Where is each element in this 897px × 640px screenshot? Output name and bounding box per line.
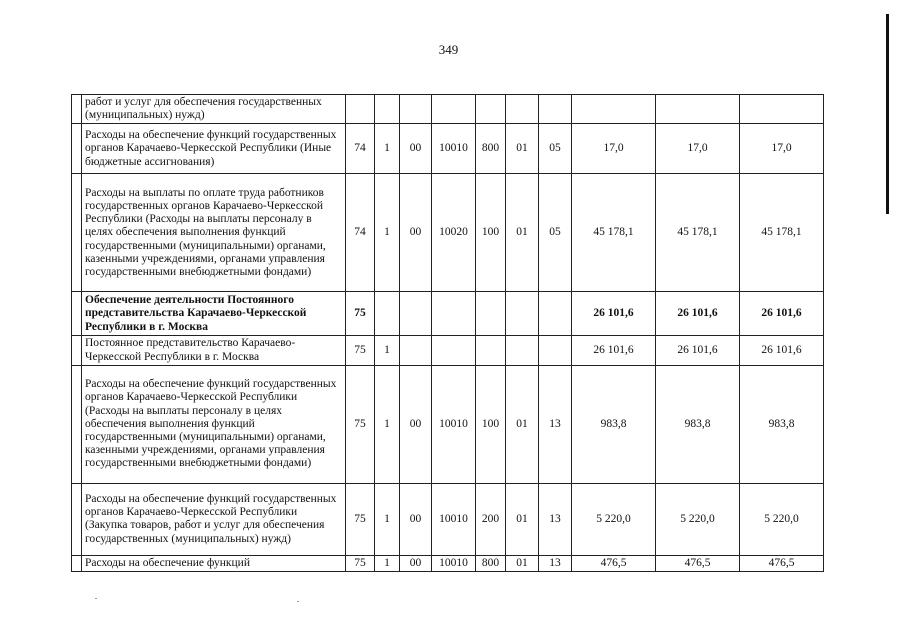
code-ministry-cell: 74 xyxy=(346,124,375,174)
amount-year2-cell: 45 178,1 xyxy=(656,174,740,292)
amount-year1-cell: 17,0 xyxy=(572,124,656,174)
amount-year1-cell xyxy=(572,95,656,124)
amount-year3-cell: 45 178,1 xyxy=(740,174,824,292)
code-expense-type-cell: 800 xyxy=(476,124,506,174)
amount-year1-cell: 45 178,1 xyxy=(572,174,656,292)
code-section-cell: 01 xyxy=(506,555,539,571)
amount-year1-cell: 26 101,6 xyxy=(572,336,656,365)
code-ministry-cell: 75 xyxy=(346,336,375,365)
code-subprogram-cell xyxy=(400,336,432,365)
row-marker-cell xyxy=(72,95,82,124)
budget-table xyxy=(71,94,824,572)
code-section-cell: 01 xyxy=(506,124,539,174)
table-row xyxy=(72,483,824,555)
code-direction-cell xyxy=(432,95,476,124)
code-subprogram-cell: 00 xyxy=(400,365,432,483)
code-direction-cell xyxy=(432,336,476,365)
code-subsection-cell: 13 xyxy=(539,365,572,483)
code-program-cell xyxy=(375,292,400,336)
code-subprogram-cell: 00 xyxy=(400,174,432,292)
code-expense-type-cell: 100 xyxy=(476,174,506,292)
amount-year3-cell: 476,5 xyxy=(740,555,824,571)
code-subsection-cell: 05 xyxy=(539,174,572,292)
row-marker-cell xyxy=(72,555,82,571)
amount-year2-cell: 17,0 xyxy=(656,124,740,174)
code-ministry-cell: 75 xyxy=(346,483,375,555)
code-ministry-cell: 75 xyxy=(346,292,375,336)
code-expense-type-cell xyxy=(476,95,506,124)
code-subsection-cell: 05 xyxy=(539,124,572,174)
code-subprogram-cell: 00 xyxy=(400,555,432,571)
code-program-cell xyxy=(375,95,400,124)
amount-year3-cell: 5 220,0 xyxy=(740,483,824,555)
row-name-cell: Расходы на обеспечение функций государственных органов Карачаево-Черкесской Республики (Иные бюджетные ассигнования) xyxy=(82,124,346,174)
row-marker-cell xyxy=(72,124,82,174)
code-section-cell: 01 xyxy=(506,483,539,555)
code-subsection-cell xyxy=(539,95,572,124)
amount-year3-cell xyxy=(740,95,824,124)
code-section-cell xyxy=(506,336,539,365)
code-program-cell: 1 xyxy=(375,555,400,571)
code-direction-cell: 10010 xyxy=(432,483,476,555)
row-marker-cell xyxy=(72,174,82,292)
code-ministry-cell: 75 xyxy=(346,365,375,483)
code-section-cell xyxy=(506,95,539,124)
row-marker-cell xyxy=(72,336,82,365)
code-direction-cell xyxy=(432,292,476,336)
code-section-cell: 01 xyxy=(506,174,539,292)
row-name-cell: Расходы на обеспечение функций государственных органов Карачаево-Черкесской Республики (Закупка товаров, работ и услуг для обеспечения государственных (муниципальных) нужд) xyxy=(82,483,346,555)
page-number: 349 xyxy=(438,42,459,57)
row-name-cell: работ и услуг для обеспечения государственных (муниципальных) нужд) xyxy=(82,95,346,124)
row-marker-cell xyxy=(72,483,82,555)
code-subsection-cell: 13 xyxy=(539,483,572,555)
code-subsection-cell: 13 xyxy=(539,555,572,571)
code-subprogram-cell: 00 xyxy=(400,124,432,174)
table-row xyxy=(72,95,824,124)
code-program-cell: 1 xyxy=(375,124,400,174)
amount-year2-cell: 26 101,6 xyxy=(656,292,740,336)
scan-speck xyxy=(95,598,97,599)
code-expense-type-cell: 100 xyxy=(476,365,506,483)
row-name-cell: Расходы на выплаты по оплате труда работников государственных органов Карачаево-Черкесской Республики (Расходы на выплаты персоналу в целях обеспечения выполнения функций государственными (муниципальными) органами, казенными учреждениями, органами управления государственными внебюджетными фондами) xyxy=(82,174,346,292)
code-expense-type-cell xyxy=(476,292,506,336)
code-direction-cell: 10020 xyxy=(432,174,476,292)
amount-year2-cell: 983,8 xyxy=(656,365,740,483)
code-subsection-cell xyxy=(539,292,572,336)
scan-speck xyxy=(297,601,299,602)
code-ministry-cell: 74 xyxy=(346,174,375,292)
row-name-cell: Постоянное представительство Карачаево-Черкесской Республики в г. Москва xyxy=(82,336,346,365)
table-row xyxy=(72,292,824,336)
amount-year3-cell: 983,8 xyxy=(740,365,824,483)
amount-year2-cell: 26 101,6 xyxy=(656,336,740,365)
table-row xyxy=(72,124,824,174)
code-expense-type-cell xyxy=(476,336,506,365)
amount-year3-cell: 26 101,6 xyxy=(740,336,824,365)
code-direction-cell: 10010 xyxy=(432,555,476,571)
amount-year1-cell: 476,5 xyxy=(572,555,656,571)
table-row xyxy=(72,365,824,483)
code-expense-type-cell: 800 xyxy=(476,555,506,571)
row-name-cell: Расходы на обеспечение функций xyxy=(82,555,346,571)
table-row xyxy=(72,555,824,571)
scan-edge-mark xyxy=(886,14,889,214)
code-ministry-cell xyxy=(346,95,375,124)
row-name-cell: Обеспечение деятельности Постоянного представительства Карачаево-Черкесской Республики в г. Москва xyxy=(82,292,346,336)
code-ministry-cell: 75 xyxy=(346,555,375,571)
amount-year1-cell: 983,8 xyxy=(572,365,656,483)
code-direction-cell: 10010 xyxy=(432,365,476,483)
code-subprogram-cell: 00 xyxy=(400,483,432,555)
row-name-cell: Расходы на обеспечение функций государственных органов Карачаево-Черкесской Республики (Расходы на выплаты персоналу в целях обеспечения выполнения функций государственными (муниципальными) органами, казенными учреждениями, органами управления государственными внебюджетными фондами) xyxy=(82,365,346,483)
amount-year3-cell: 17,0 xyxy=(740,124,824,174)
row-marker-cell xyxy=(72,365,82,483)
amount-year1-cell: 5 220,0 xyxy=(572,483,656,555)
code-subprogram-cell xyxy=(400,95,432,124)
code-subprogram-cell xyxy=(400,292,432,336)
code-expense-type-cell: 200 xyxy=(476,483,506,555)
code-program-cell: 1 xyxy=(375,174,400,292)
amount-year2-cell: 5 220,0 xyxy=(656,483,740,555)
code-section-cell xyxy=(506,292,539,336)
code-direction-cell: 10010 xyxy=(432,124,476,174)
amount-year3-cell: 26 101,6 xyxy=(740,292,824,336)
row-marker-cell xyxy=(72,292,82,336)
table-row xyxy=(72,174,824,292)
amount-year2-cell xyxy=(656,95,740,124)
code-section-cell: 01 xyxy=(506,365,539,483)
code-program-cell: 1 xyxy=(375,483,400,555)
code-program-cell: 1 xyxy=(375,365,400,483)
amount-year2-cell: 476,5 xyxy=(656,555,740,571)
table-row xyxy=(72,336,824,365)
code-subsection-cell xyxy=(539,336,572,365)
amount-year1-cell: 26 101,6 xyxy=(572,292,656,336)
code-program-cell: 1 xyxy=(375,336,400,365)
